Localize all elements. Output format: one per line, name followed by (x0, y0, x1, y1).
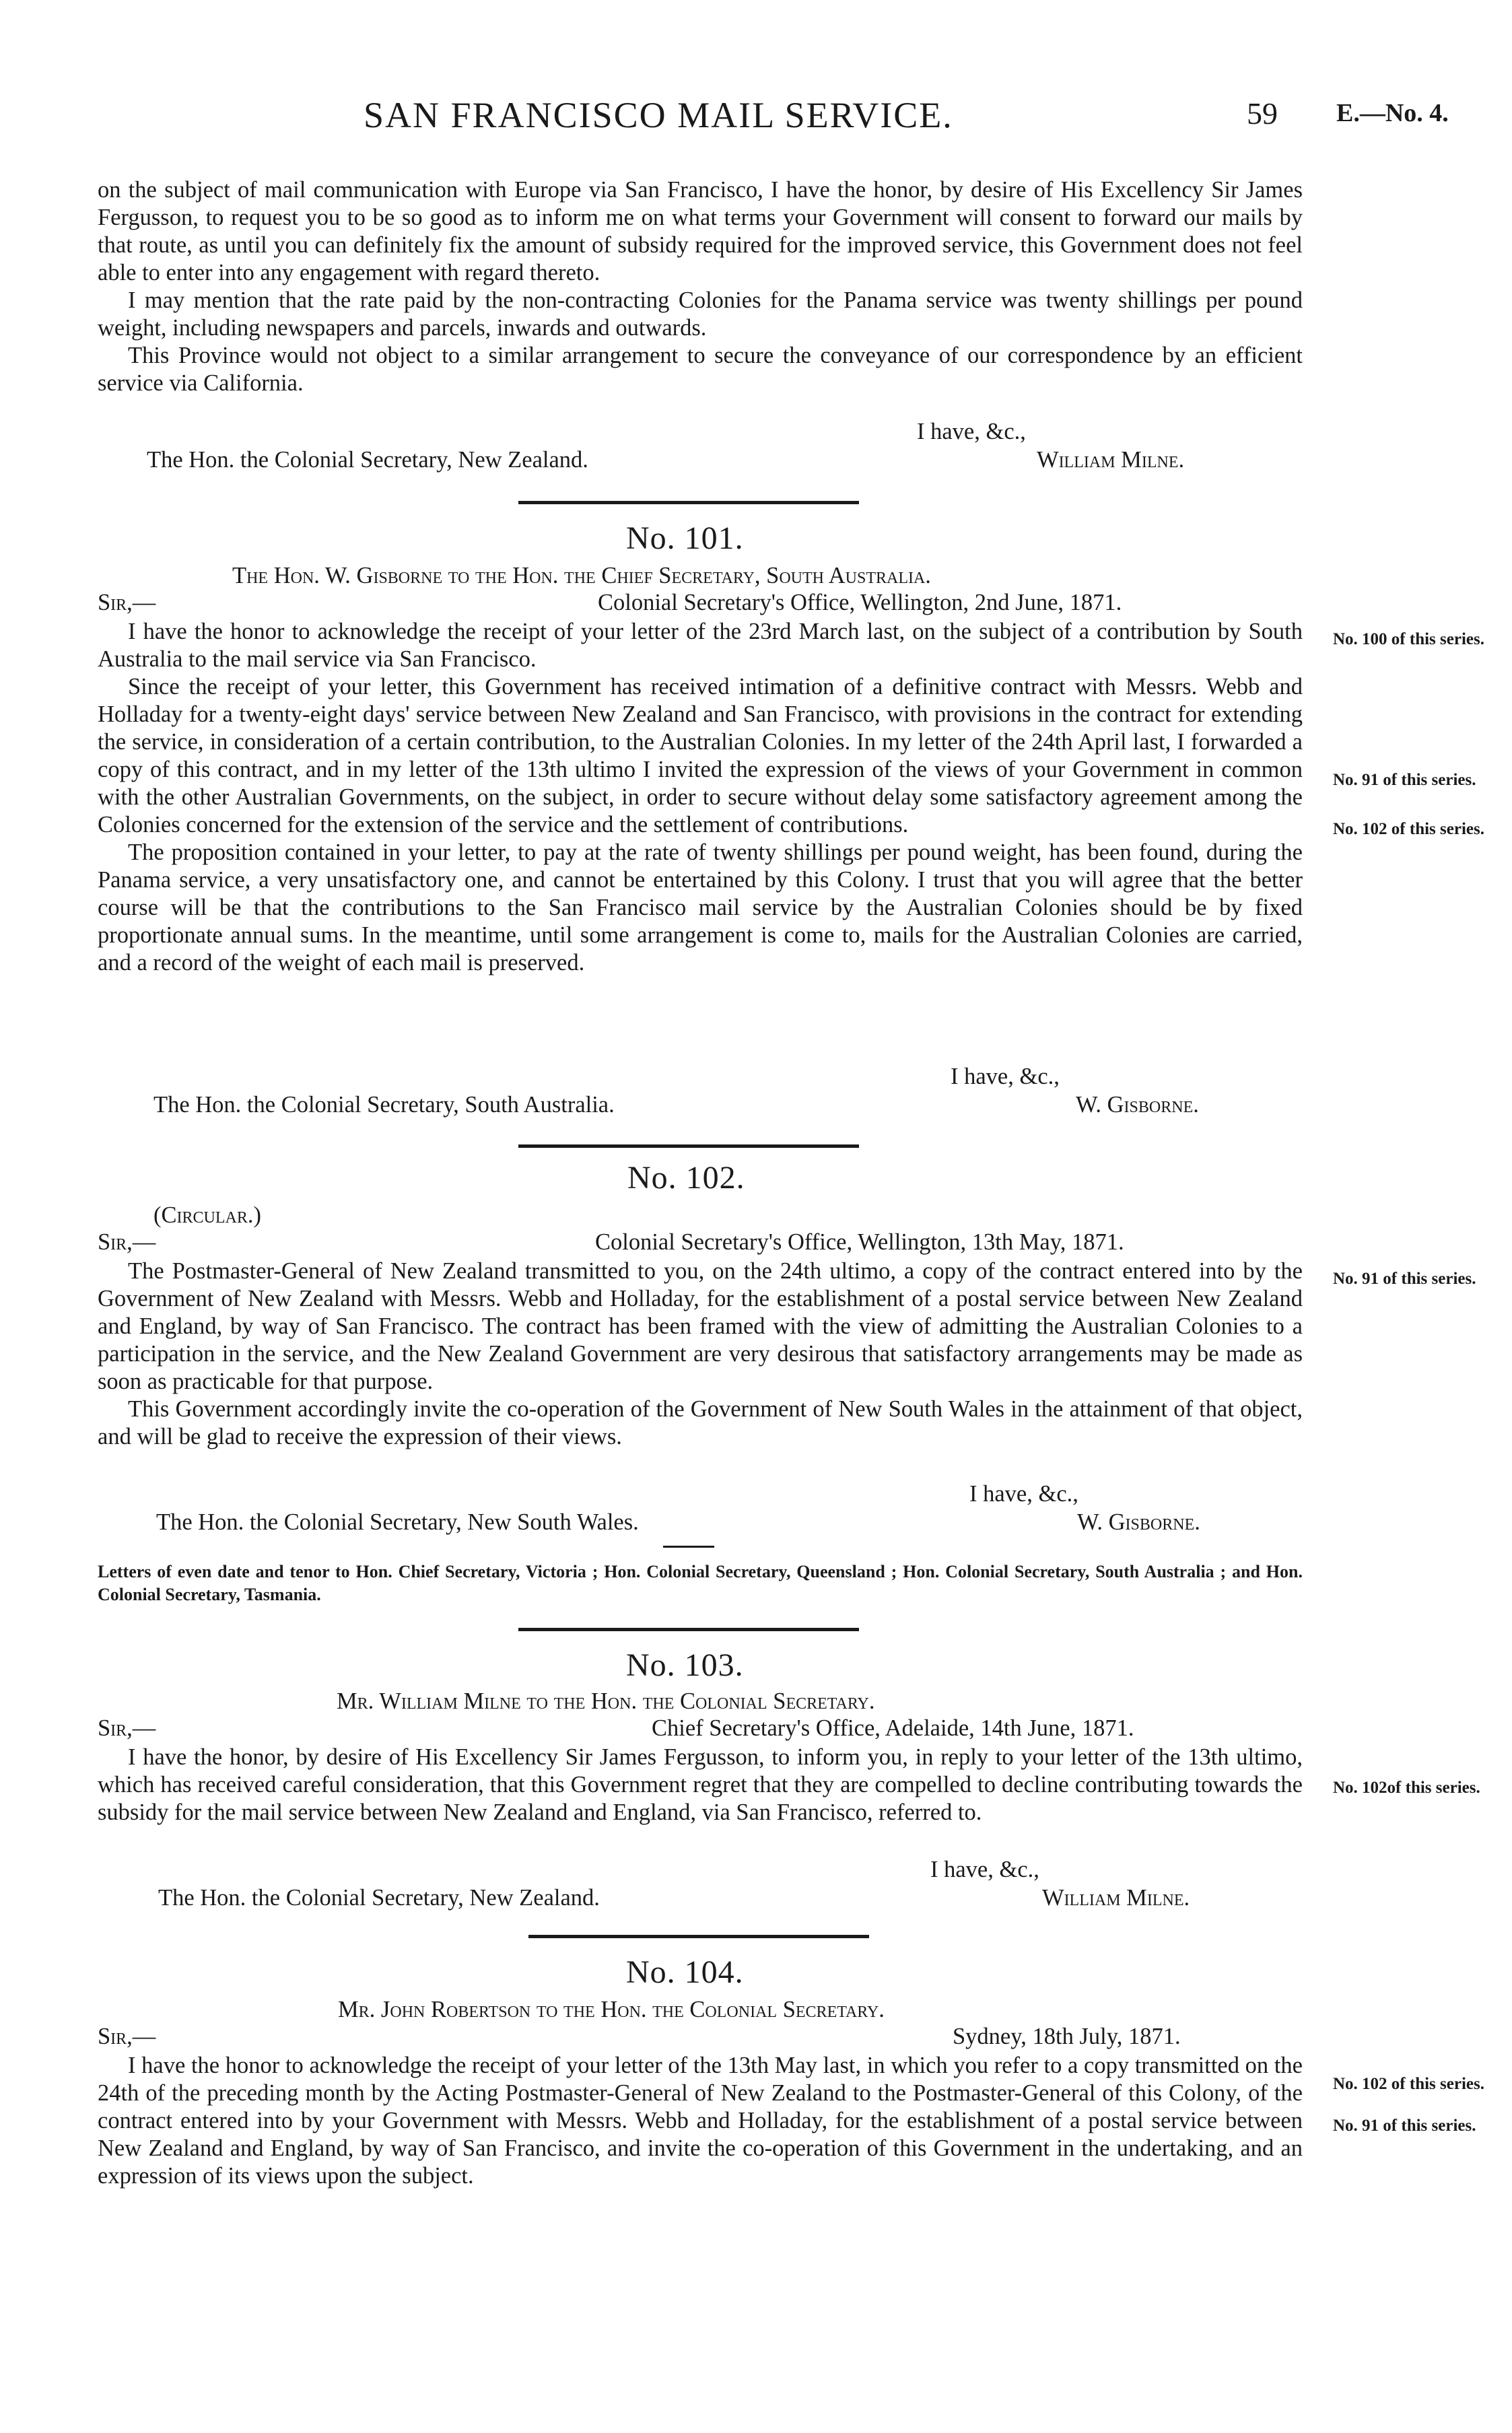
letter-body (98, 2052, 1303, 2190)
paragraph: Since the receipt of your letter, this Government has received intimation of a definitive contract with Messrs. Webb and Holladay for a twenty-eight days' service between New Zealand and San Francisco, with provisions in the contract for extending the service, in consideration of a certain contribution, to the Australian Colonies. In my letter of the 24th April last, I forwarded a copy of this contract, and in my letter of the 13th ultimo I invited the expression of the views of your Government in common with the other Australian Governments, on the subject, in order to secure without delay some satisfactory agreement among the Colonies concerned for the extension of the service and the settlement of contributions. (98, 674, 1303, 837)
letter-number: No. 101. (626, 520, 744, 556)
addressee: The Hon. the Colonial Secretary, New Zealand. (158, 1885, 600, 1911)
letter-from-to: The Hon. W. Gisborne to the Hon. the Chief Secretary, South Australia. (232, 563, 931, 588)
letter-body (98, 618, 1303, 977)
place-date: Chief Secretary's Office, Adelaide, 14th June, 1871. (652, 1715, 1134, 1741)
document-reference: E.—No. 4. (1336, 99, 1449, 127)
distribution-note: Letters of even date and tenor to Hon. Chief Secretary, Victoria ; Hon. Colonial Secretary, Queensland ; Hon. Colonial Secretary, South Australia ; and Hon. Colonial Secretary, Tasmania. (98, 1562, 1303, 1604)
letter-from-to: Mr. John Robertson to the Hon. the Colonial Secretary. (338, 1997, 885, 2022)
running-header (0, 94, 1512, 135)
paragraph: The proposition contained in your letter, to pay at the rate of twenty shillings per pound weight, has been found, during the Panama service, a very unsatisfactory one, and cannot be entertained by this Colony. I trust that you will agree that the better course will be that the contributions to the San Francisco mail service by the Australian Colonies should be by fixed proportionate annual sums. In the meantime, until some arrangement is come to, mails for the Australian Colonies are carried, and a record of the weight of each mail is preserved. (98, 839, 1303, 975)
paragraph: I have the honor to acknowledge the receipt of your letter of the 23rd March last, on the subject of a contribution by South Australia to the mail service via San Francisco. (98, 619, 1303, 672)
signature: W. Gisborne. (1077, 1509, 1200, 1535)
margin-note: No. 102 of this series. (1333, 2075, 1484, 2093)
signature: William Milne. (1037, 447, 1185, 473)
addressee: The Hon. the Colonial Secretary, New Zealand. (147, 447, 588, 473)
paragraph: This Government accordingly invite the co-operation of the Government of New South Wales in the attainment of that object, and will be glad to receive the expression of their views. (98, 1396, 1303, 1449)
paragraph: on the subject of mail communication with Europe via San Francisco, I have the honor, by desire of His Excellency Sir James Fergusson, to request you to be so good as to inform me on what terms your Government will consent to forward our mails by that route, as until you can definitely fix the amount of subsidy required for the improved service, this Government does not feel able to enter into any engagement with regard thereto. (98, 177, 1303, 285)
salutation: Sir,— (98, 590, 156, 615)
page-title: SAN FRANCISCO MAIL SERVICE. (364, 95, 953, 135)
circular-label: (Circular.) (153, 1202, 261, 1228)
place-date: Colonial Secretary's Office, Wellington, 13th May, 1871. (595, 1229, 1124, 1255)
margin-note: No. 102of this series. (1333, 1779, 1480, 1797)
signature: William Milne. (1042, 1885, 1190, 1911)
paragraph: I have the honor, by desire of His Excellency Sir James Fergusson, to inform you, in reply to your letter of the 13th ultimo, which has received careful consideration, that this Government regret that they are compelled to decline contributing towards the subsidy for the mail service between New Zealand and England, via San Francisco, referred to. (98, 1744, 1303, 1825)
margin-note: No. 100 of this series. (1333, 630, 1484, 648)
margin-note: No. 102 of this series. (1333, 820, 1484, 838)
margin-note: No. 91 of this series. (1333, 2117, 1476, 2135)
closing: I have, &c., (930, 1857, 1039, 1882)
letter-number: No. 102. (627, 1160, 745, 1196)
salutation: Sir,— (98, 2024, 156, 2049)
section-divider (518, 1144, 859, 1148)
letter-number: No. 104. (626, 1954, 744, 1990)
section-divider (518, 501, 859, 504)
letter-body (98, 1258, 1303, 1451)
salutation: Sir,— (98, 1715, 156, 1741)
closing: I have, &c., (969, 1481, 1078, 1507)
place-date: Sydney, 18th July, 1871. (953, 2024, 1181, 2049)
paragraph: The Postmaster-General of New Zealand transmitted to you, on the 24th ultimo, a copy of the contract entered into by the Government of New Zealand with Messrs. Webb and Holladay, for the establishment of a postal service between New Zealand and England, by way of San Francisco. The contract has been framed with the view of admitting the Australian Colonies to a participation in the service, and the New Zealand Government are very desirous that satisfactory arrangements may be made as soon as practicable for that purpose. (98, 1258, 1303, 1394)
page-number: 59 (1247, 96, 1278, 131)
intro-letter-body (98, 176, 1303, 397)
paragraph: I have the honor to acknowledge the receipt of your letter of the 13th May last, in which you refer to a copy transmitted on the 24th of the preceding month by the Acting Postmaster-General of New Zealand to the Postmaster-General of this Colony, of the contract entered into by your Government with Messrs. Webb and Holladay, for the establishment of a postal service between New Zealand and England, by way of San Francisco, and invite the co-operation of this Government in the undertaking, and an expression of its views upon the subject. (98, 2053, 1303, 2189)
margin-note: No. 91 of this series. (1333, 771, 1476, 789)
closing: I have, &c., (951, 1064, 1060, 1089)
salutation: Sir,— (98, 1229, 156, 1255)
margin-note: No. 91 of this series. (1333, 1270, 1476, 1288)
letter-from-to: Mr. William Milne to the Hon. the Colonial Secretary. (337, 1688, 875, 1714)
short-divider (663, 1546, 714, 1548)
addressee: The Hon. the Colonial Secretary, New South Wales. (156, 1509, 639, 1535)
signature: W. Gisborne. (1076, 1092, 1199, 1118)
paragraph: I may mention that the rate paid by the non-contracting Colonies for the Panama service was twenty shillings per pound weight, including newspapers and parcels, inwards and outwards. (98, 287, 1303, 341)
letter-body (98, 1744, 1303, 1826)
section-divider (528, 1935, 869, 1938)
closing: I have, &c., (917, 419, 1026, 444)
addressee: The Hon. the Colonial Secretary, South Australia. (153, 1092, 615, 1118)
section-divider (518, 1628, 859, 1631)
paragraph: This Province would not object to a similar arrangement to secure the conveyance of our correspondence by an efficient service via California. (98, 343, 1303, 396)
letter-number: No. 103. (626, 1647, 744, 1683)
place-date: Colonial Secretary's Office, Wellington, 2nd June, 1871. (598, 590, 1122, 615)
